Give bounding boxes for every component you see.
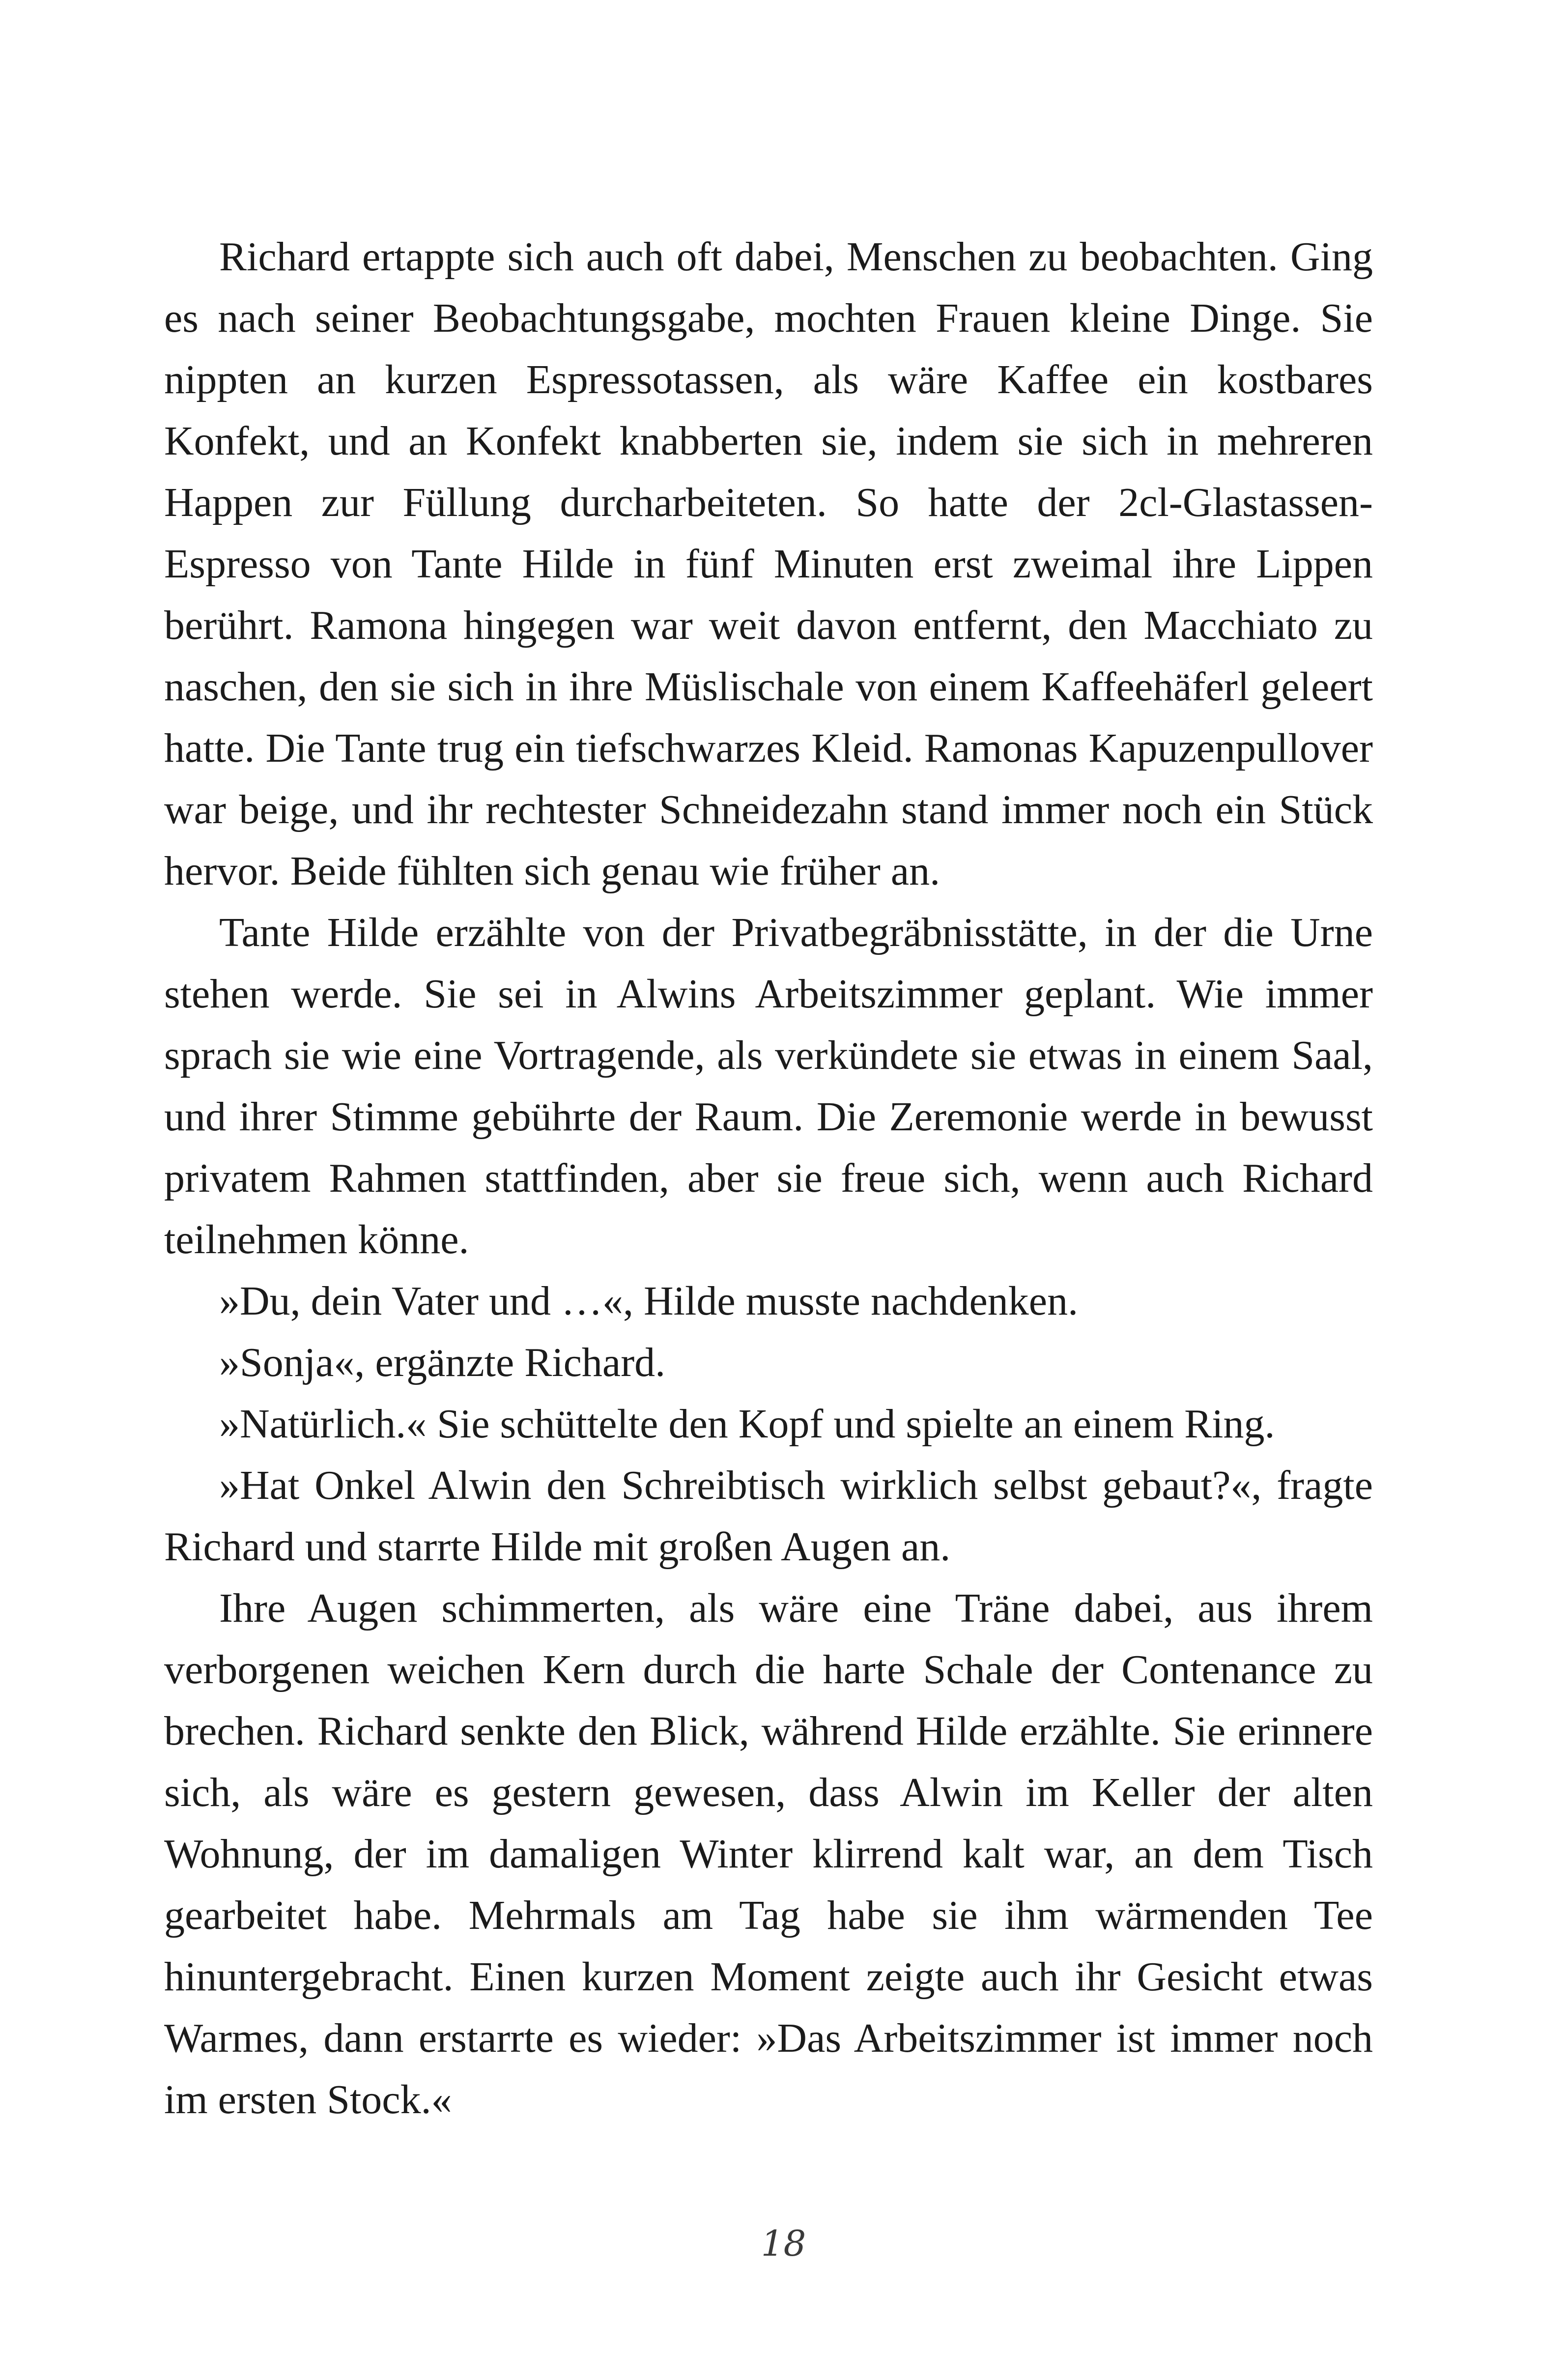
page-number: 18: [761, 2223, 806, 2264]
paragraph-7: Ihre Augen schimmerten, als wäre eine Träne dabei, aus ihrem verborgenen weichen Kern durch die harte Schale der Contenance zu brechen. Richard senkte den Blick, während Hilde erzählte. Sie erinnere sich, als wäre es gestern gewesen, dass Alwin im Keller der alten Wohnung, der im damaligen Winter klirrend kalt war, an dem Tisch gearbeitet habe. Mehrmals am Tag habe sie ihm wärmenden Tee hinuntergebracht. Einen kurzen Moment zeigte auch ihr Gesicht etwas Warmes, dann erstarrte es wieder: »Das Arbeitszimmer ist immer noch im ersten Stock.«: [164, 1585, 1373, 2122]
paragraph-3: »Du, dein Vater und …«, Hilde musste nachdenken.: [219, 1278, 1079, 1324]
body-text: [164, 226, 1373, 2130]
paragraph-2: Tante Hilde erzählte von der Privatbegräbnisstätte, in der die Urne stehen werde. Sie sei in Alwins Arbeitszimmer geplant. Wie immer sprach sie wie eine Vortragende, als verkündete sie etwas in einem Saal, und ihrer Stimme gebührte der Raum. Die Zeremonie werde in bewusst privatem Rahmen stattfinden, aber sie freue sich, wenn auch Richard teilnehmen könne.: [164, 910, 1373, 1262]
paragraph-1: Richard ertappte sich auch oft dabei, Menschen zu beobachten. Ging es nach seiner Beobachtungsgabe, mochten Frauen kleine Dinge. Sie nippten an kurzen Espressotassen, als wäre Kaffee ein kostbares Konfekt, und an Konfekt knabberten sie, indem sie sich in mehreren Happen zur Füllung durcharbeiteten. So hatte der 2cl-Glastassen-Espresso von Tante Hilde in fünf Minuten erst zweimal ihre Lippen berührt. Ramona hingegen war weit davon entfernt, den Macchiato zu naschen, den sie sich in ihre Müslischale von einem Kaffeehäferl geleert hatte. Die Tante trug ein tiefschwarzes Kleid. Ramonas Kapuzenpullover war beige, und ihr rechtester Schneidezahn stand immer noch ein Stück hervor. Beide fühlten sich genau wie früher an.: [164, 234, 1373, 894]
paragraph-5: »Natürlich.« Sie schüttelte den Kopf und spielte an einem Ring.: [219, 1401, 1275, 1447]
paragraph-4: »Sonja«, ergänzte Richard.: [219, 1340, 666, 1385]
paragraph-6: »Hat Onkel Alwin den Schreibtisch wirklich selbst gebaut?«, fragte Richard und starrte Hilde mit großen Augen an.: [164, 1462, 1373, 1570]
